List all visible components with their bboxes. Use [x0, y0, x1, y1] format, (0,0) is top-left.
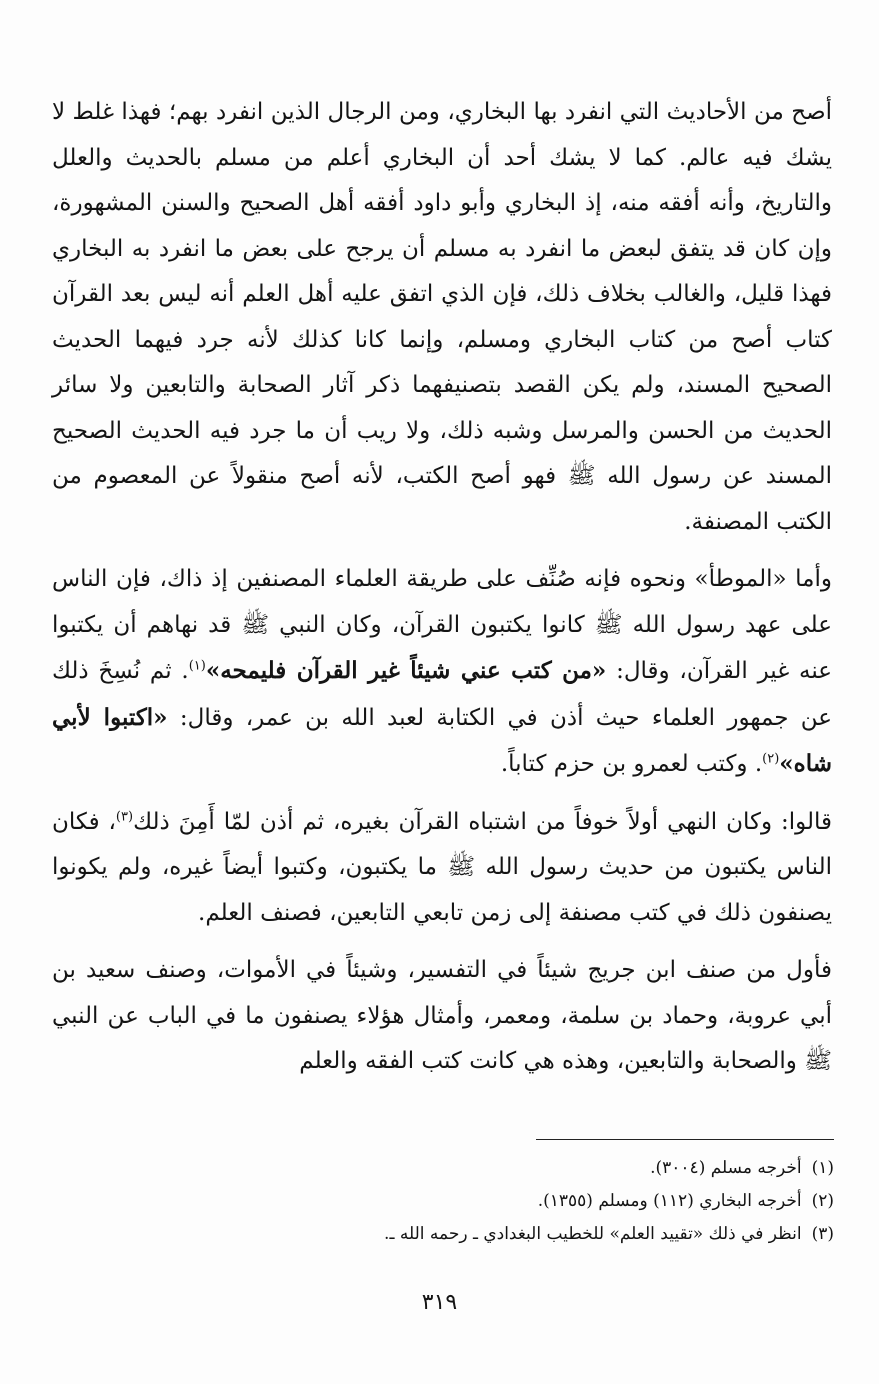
- footnotes: [52, 1152, 834, 1251]
- text-run: ، فكان الناس يكتبون من حديث رسول الله ﷺ ما يكتبون، وكتبوا أيضاً غيره، ولم يكونوا يصنفون ذلك في كتب مصنفة إلى زمن تابعي التابعين، فصنف العلم.: [52, 808, 832, 926]
- text-run: . ثم نُسِخَ ذلك عن جمهور العلماء حيث أذن في الكتابة لعبد الله بن عمر، وقال:: [52, 658, 832, 731]
- footnote-marker: (٣): [115, 808, 134, 824]
- footnote-marker: (٢): [762, 751, 780, 767]
- footnote-text: أخرجه البخاري (١١٢) ومسلم (١٣٥٥).: [537, 1191, 802, 1211]
- footnote-number: (٢): [811, 1191, 834, 1211]
- footnote-number: (٣): [811, 1224, 834, 1244]
- footnote-text: انظر في ذلك «تقييد العلم» للخطيب البغدادي ـ رحمه الله ـ.: [384, 1224, 802, 1244]
- text-run: . وكتب لعمرو بن حزم كتاباً.: [500, 751, 763, 777]
- quoted-hadith: «من كتب عني شيئاً غير القرآن فليمحه»: [205, 657, 607, 684]
- text-run: فأول من صنف ابن جريج شيئاً في التفسير، وشيئاً في الأموات، وصنف سعيد بن أبي عروبة، وحماد بن سلمة، ومعمر، وأمثال هؤلاء يصنفون ما في الباب عن النبي ﷺ والصحابة والتابعين، وهذه هي كانت كتب الفقه والعلم: [52, 957, 832, 1074]
- text-run: قالوا: وكان النهي أولاً خوفاً من اشتباه القرآن بغيره، ثم أذن لمّا أَمِنَ ذلك: [133, 808, 832, 835]
- text-run: وأما «الموطأ» ونحوه فإنه صُنِّف على طريقة العلماء المصنفين إذ ذاك، فإن الناس على عهد رسول الله ﷺ كانوا يكتبون القرآن، وكان النبي ﷺ قد نهاهم أن يكتبوا عنه غير القرآن، وقال:: [52, 566, 832, 684]
- footnote-text: أخرجه مسلم (٣٠٠٤).: [650, 1158, 802, 1178]
- footnote-marker: (١): [188, 658, 206, 674]
- quoted-hadith: «اكتبوا لأبي شاه»: [52, 703, 832, 777]
- footnote: [52, 1218, 834, 1251]
- footnote-number: (١): [811, 1158, 834, 1178]
- main-text: [52, 90, 832, 1097]
- paragraph: [52, 90, 832, 545]
- footnote-separator: [536, 1139, 834, 1140]
- text-run: أصح من الأحاديث التي انفرد بها البخاري، ومن الرجال الذين انفرد بهم؛ فهذا غلط لا يشك فيه عالم. كما لا يشك أحد أن البخاري أعلم من مسلم بالحديث والعلل والتاريخ، وأنه أفقه منه، إذ البخاري وأبو داود أفقه أهل الصحيح والسنن المشهورة، وإن كان قد يتفق لبعض ما انفرد به مسلم أن يرجح على بعض ما انفرد به البخاري فهذا قليل، والغالب بخلاف ذلك، فإن الذي اتفق عليه أهل العلم أنه ليس بعد القرآن كتاب أصح من كتاب البخاري ومسلم، وإنما كانا كذلك لأنه جرد فيهما الحديث الصحيح المسند، ولم يكن القصد بتصنيفهما ذكر آثار الصحابة والتابعين ولا سائر الحديث من الحسن والمرسل وشبه ذلك، ولا ريب أن ما جرد فيه الحديث الصحيح المسند عن رسول الله ﷺ فهو أصح الكتب، لأنه أصح منقولاً عن المعصوم من الكتب المصنفة.: [52, 99, 832, 535]
- paragraph: [52, 800, 832, 937]
- paragraph: [52, 557, 832, 788]
- page-number: ٣١٩: [421, 1290, 458, 1315]
- paragraph: [52, 948, 832, 1085]
- footnote: [52, 1185, 834, 1218]
- footnote: [52, 1152, 834, 1185]
